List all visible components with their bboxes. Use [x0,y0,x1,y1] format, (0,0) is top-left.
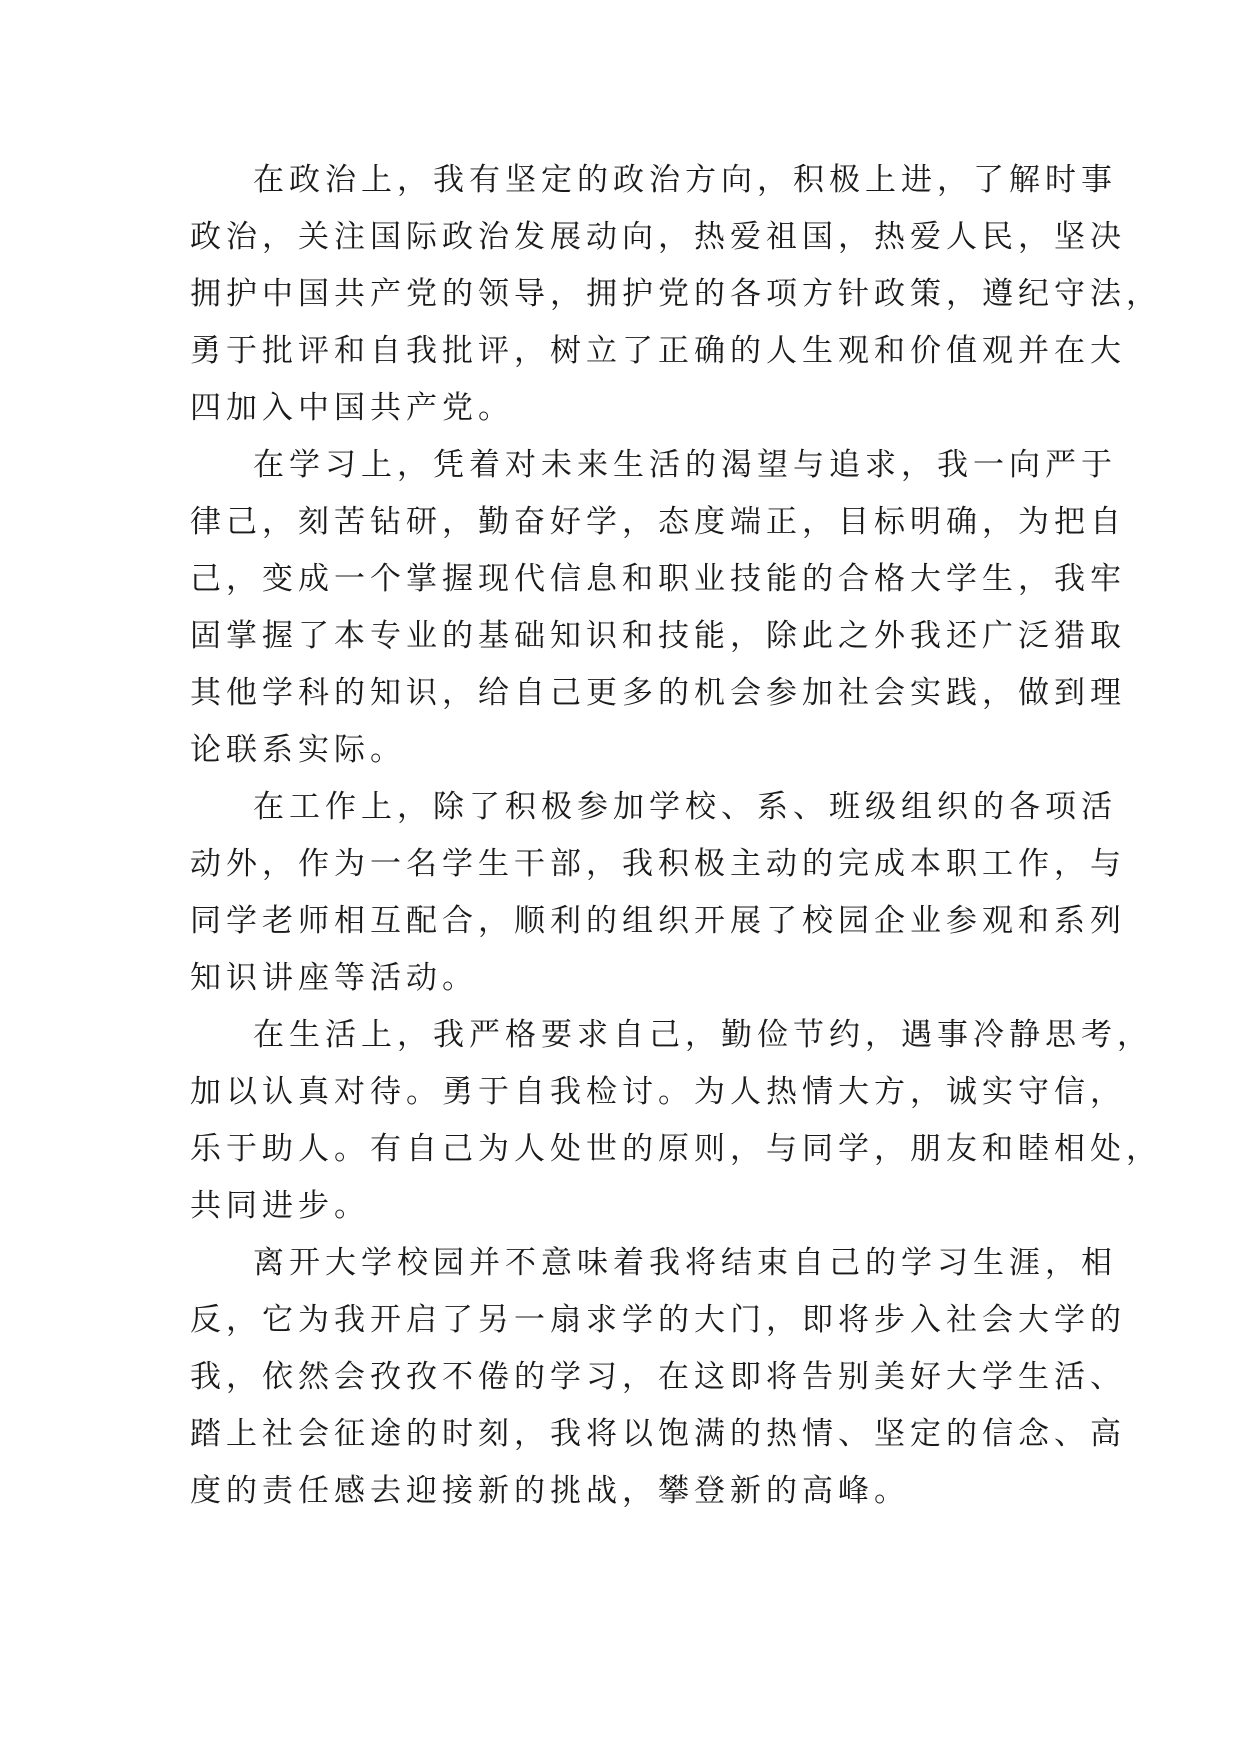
paragraph-line: 固掌握了本专业的基础知识和技能，除此之外我还广泛猎取 [190,618,1126,654]
paragraph-line: 论联系实际。 [190,732,406,768]
paragraph-line: 知识讲座等活动。 [190,960,478,996]
paragraph-line: 律己，刻苦钻研，勤奋好学，态度端正，目标明确，为把自 [190,504,1126,540]
paragraph-line: 勇于批评和自我批评，树立了正确的人生观和价值观并在大 [190,333,1126,369]
paragraph-line: 共同进步。 [190,1188,370,1224]
paragraph-line: 加以认真对待。勇于自我检讨。为人热情大方，诚实守信， [190,1074,1126,1110]
paragraph-line: 我，依然会孜孜不倦的学习，在这即将告别美好大学生活、 [190,1359,1126,1395]
paragraph-line: 其他学科的知识，给自己更多的机会参加社会实践，做到理 [190,675,1126,711]
paragraph-line: 在工作上，除了积极参加学校、系、班级组织的各项活 [253,789,1117,825]
paragraph-line: 在生活上，我严格要求自己，勤俭节约，遇事冷静思考， [253,1017,1153,1053]
paragraph-line: 政治，关注国际政治发展动向，热爱祖国，热爱人民，坚决 [190,219,1126,255]
document-body [190,152,1162,1520]
paragraph-line: 己，变成一个掌握现代信息和职业技能的合格大学生，我牢 [190,561,1126,597]
paragraph-line: 度的责任感去迎接新的挑战，攀登新的高峰。 [190,1473,910,1509]
paragraph-line: 动外，作为一名学生干部，我积极主动的完成本职工作，与 [190,846,1126,882]
paragraph-line: 同学老师相互配合，顺利的组织开展了校园企业参观和系列 [190,903,1126,939]
paragraph-line: 乐于助人。有自己为人处世的原则，与同学，朋友和睦相处， [190,1131,1162,1167]
paragraph-line: 反，它为我开启了另一扇求学的大门，即将步入社会大学的 [190,1302,1126,1338]
paragraph-line: 拥护中国共产党的领导，拥护党的各项方针政策，遵纪守法， [190,276,1162,312]
paragraph-line: 在政治上，我有坚定的政治方向，积极上进，了解时事 [253,162,1117,198]
paragraph-line: 离开大学校园并不意味着我将结束自己的学习生涯，相 [253,1245,1117,1281]
paragraph-line: 在学习上，凭着对未来生活的渴望与追求，我一向严于 [253,447,1117,483]
paragraph-line: 四加入中国共产党。 [190,390,514,426]
paragraph-line: 踏上社会征途的时刻，我将以饱满的热情、坚定的信念、高 [190,1416,1126,1452]
